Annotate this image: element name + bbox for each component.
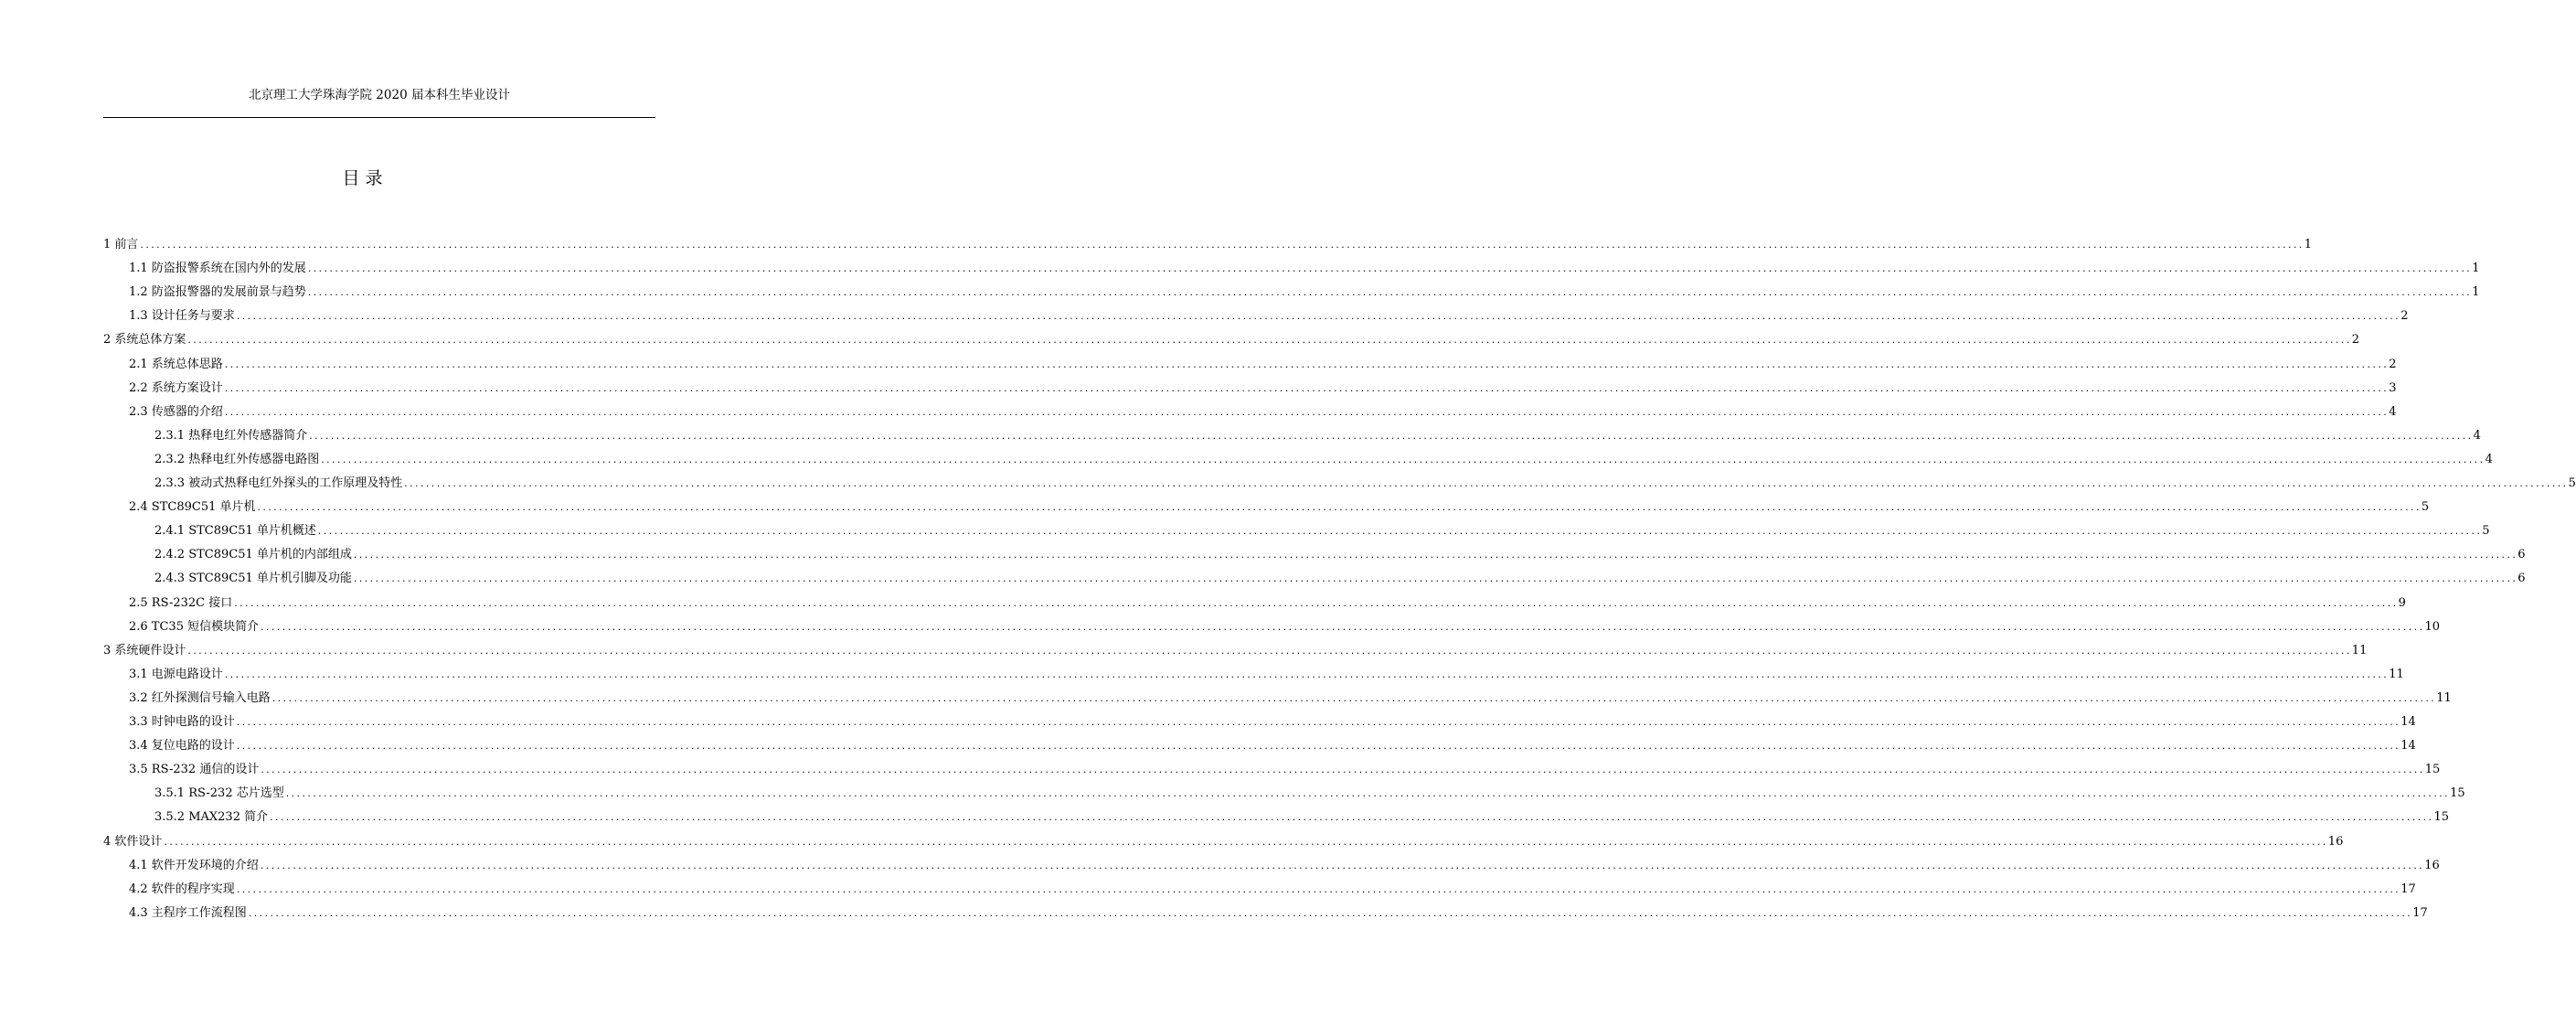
toc-entry-page: 3 (2389, 380, 2397, 395)
toc-entry-page: 14 (2400, 739, 2416, 753)
toc-entry-label: 2.5 RS-232C 接口 (129, 595, 233, 610)
toc-entry-page: 2 (2389, 357, 2397, 371)
toc-entry-label: 2.3.1 热释电红外传感器简介 (154, 428, 308, 443)
toc-entry-page: 5 (2421, 500, 2430, 515)
toc-entry-page: 1 (2472, 285, 2480, 300)
toc-dot-leader: ................................................................................................................................................................................................................................................................................................................................................................................................................ (284, 790, 2450, 800)
toc-entry-label: 3 系统硬件设计 (103, 643, 186, 657)
toc-dot-leader: ................................................................................................................................................................................................................................................................................................................................................................................................................ (223, 360, 2389, 370)
toc-entry-page: 15 (2450, 786, 2465, 801)
toc-dot-leader: ................................................................................................................................................................................................................................................................................................................................................................................................................ (271, 694, 2436, 704)
toc-dot-leader: ................................................................................................................................................................................................................................................................................................................................................................................................................ (235, 885, 2400, 895)
toc-entry-label: 4.2 软件的程序实现 (129, 882, 235, 896)
toc-entry (129, 592, 2406, 615)
toc-entry-label: 2.1 系统总体思路 (129, 357, 223, 371)
toc-entry-label: 3.4 复位电路的设计 (129, 739, 235, 753)
toc-dot-leader: ................................................................................................................................................................................................................................................................................................................................................................................................................ (352, 575, 2517, 585)
toc-entry-label: 3.3 时钟电路的设计 (129, 715, 235, 729)
toc-entry-page: 2 (2400, 309, 2409, 324)
toc-entry-page: 2 (2351, 333, 2360, 347)
toc-dot-leader: ................................................................................................................................................................................................................................................................................................................................................................................................................ (306, 265, 2472, 275)
toc-dot-leader: ................................................................................................................................................................................................................................................................................................................................................................................................................ (186, 647, 2351, 657)
toc-dot-leader: ................................................................................................................................................................................................................................................................................................................................................................................................................ (260, 623, 2424, 633)
toc-entry-page: 1 (2472, 262, 2480, 276)
toc-entry (129, 401, 2397, 424)
toc-entry-label: 1 前言 (103, 238, 139, 251)
toc-entry-label: 4.3 主程序工作流程图 (129, 905, 247, 920)
toc-entry (129, 615, 2441, 639)
toc-entry-label: 1.3 设计任务与要求 (129, 309, 235, 324)
header-rule (103, 117, 655, 118)
toc-dot-leader: ................................................................................................................................................................................................................................................................................................................................................................................................................ (403, 480, 2568, 489)
toc-entry (154, 519, 2490, 543)
toc-entry-label: 2.3 传感器的介绍 (129, 404, 223, 419)
toc-dot-leader: ................................................................................................................................................................................................................................................................................................................................................................................................................ (223, 408, 2389, 418)
toc-entry-page: 9 (2398, 595, 2406, 610)
toc-entry-page: 11 (2436, 690, 2452, 705)
toc-entry-page: 15 (2433, 810, 2450, 825)
toc-entry-label: 2.4.1 STC89C51 单片机概述 (154, 524, 316, 539)
toc-entry (154, 424, 2481, 448)
toc-entry (129, 711, 2416, 734)
toc-dot-leader: ................................................................................................................................................................................................................................................................................................................................................................................................................ (163, 838, 2327, 848)
toc-entry-label: 3.5.1 RS-232 芯片选型 (154, 786, 284, 801)
toc-dot-leader: ................................................................................................................................................................................................................................................................................................................................................................................................................ (186, 337, 2351, 347)
toc-entry (129, 281, 2480, 305)
toc-entry-page: 4 (2473, 428, 2481, 443)
toc-dot-leader: ................................................................................................................................................................................................................................................................................................................................................................................................................ (223, 670, 2389, 680)
toc-entry-page: 11 (2389, 667, 2404, 681)
toc-entry (154, 472, 2576, 496)
toc-entry (103, 233, 2313, 257)
toc-entry (129, 305, 2409, 328)
toc-entry (129, 377, 2397, 401)
toc-entry-page: 16 (2424, 858, 2440, 872)
toc-entry-page: 4 (2389, 404, 2397, 419)
toc-entry-label: 2 系统总体方案 (103, 333, 186, 347)
toc-dot-leader: ................................................................................................................................................................................................................................................................................................................................................................................................................ (256, 504, 2421, 514)
toc-entry-page: 17 (2412, 905, 2428, 920)
toc-entry-label: 3.1 电源电路设计 (129, 667, 223, 681)
toc-entry-label: 2.4.3 STC89C51 单片机引脚及功能 (154, 572, 352, 586)
toc-dot-leader: ................................................................................................................................................................................................................................................................................................................................................................................................................ (235, 719, 2400, 728)
toc-entry (103, 328, 2360, 352)
toc-entry-label: 2.3.2 热释电红外传感器电路图 (154, 452, 320, 466)
toc-entry-label: 4 软件设计 (103, 834, 163, 849)
toc-entry-page: 10 (2424, 619, 2441, 634)
toc-entry-page: 6 (2517, 548, 2526, 562)
toc-entry (154, 806, 2450, 829)
toc-entry-label: 3.5.2 MAX232 简介 (154, 810, 269, 825)
toc-entry-page: 16 (2327, 834, 2344, 849)
toc-entry-page: 15 (2424, 763, 2441, 777)
toc-entry-page: 5 (2482, 524, 2490, 539)
toc-entry (103, 830, 2344, 854)
toc-entry (129, 257, 2480, 281)
toc-entry-page: 17 (2400, 882, 2416, 896)
toc-entry-page: 11 (2351, 643, 2368, 657)
toc-entry (154, 782, 2465, 806)
toc-dot-leader: ................................................................................................................................................................................................................................................................................................................................................................................................................ (316, 528, 2482, 538)
toc-entry-page: 1 (2304, 238, 2313, 251)
toc-dot-leader: ................................................................................................................................................................................................................................................................................................................................................................................................................ (260, 766, 2424, 776)
toc-dot-leader: ................................................................................................................................................................................................................................................................................................................................................................................................................ (306, 289, 2472, 299)
toc-entry-page: 4 (2485, 452, 2493, 466)
toc-entry-page: 6 (2517, 572, 2526, 586)
toc-entry-label: 2.4 STC89C51 单片机 (129, 500, 256, 515)
toc-dot-leader: ................................................................................................................................................................................................................................................................................................................................................................................................................ (247, 909, 2412, 919)
toc-dot-leader: ................................................................................................................................................................................................................................................................................................................................................................................................................ (308, 432, 2473, 442)
toc-entry (129, 687, 2452, 711)
toc-entry (129, 353, 2397, 377)
toc-entry (154, 448, 2493, 472)
toc-entry-label: 1.2 防盗报警器的发展前景与趋势 (129, 285, 306, 300)
toc-entry (129, 902, 2428, 925)
toc-dot-leader: ................................................................................................................................................................................................................................................................................................................................................................................................................ (235, 743, 2400, 753)
toc-entry (129, 758, 2441, 782)
toc-title: 目 录 (342, 168, 383, 188)
toc-entry (129, 663, 2404, 687)
toc-entry-label: 2.2 系统方案设计 (129, 380, 223, 395)
toc-dot-leader: ................................................................................................................................................................................................................................................................................................................................................................................................................ (235, 313, 2400, 323)
toc-dot-leader: ................................................................................................................................................................................................................................................................................................................................................................................................................ (269, 814, 2433, 824)
toc-dot-leader: ................................................................................................................................................................................................................................................................................................................................................................................................................ (259, 861, 2424, 871)
toc-dot-leader: ................................................................................................................................................................................................................................................................................................................................................................................................................ (352, 551, 2517, 561)
toc-entry (103, 639, 2368, 663)
toc-dot-leader: ................................................................................................................................................................................................................................................................................................................................................................................................................ (139, 241, 2304, 251)
toc-entry (154, 543, 2526, 567)
page-header: 北京理工大学珠海学院 2020 届本科生毕业设计 (249, 88, 510, 102)
toc-entry (129, 496, 2430, 519)
toc-entry-label: 1.1 防盗报警系统在国内外的发展 (129, 262, 306, 276)
toc-entry-label: 3.2 红外探测信号输入电路 (129, 690, 271, 705)
toc-entry (129, 734, 2416, 758)
toc-entry-label: 2.4.2 STC89C51 单片机的内部组成 (154, 548, 352, 562)
toc-dot-leader: ................................................................................................................................................................................................................................................................................................................................................................................................................ (223, 384, 2389, 394)
toc-entry-page: 14 (2400, 715, 2416, 729)
toc-entry (129, 878, 2416, 902)
toc-dot-leader: ................................................................................................................................................................................................................................................................................................................................................................................................................ (233, 599, 2398, 609)
toc-entry-label: 2.3.3 被动式热释电红外探头的工作原理及特性 (154, 476, 403, 490)
toc-entry-label: 4.1 软件开发环境的介绍 (129, 858, 259, 872)
toc-entry-label: 3.5 RS-232 通信的设计 (129, 763, 260, 777)
toc-entry-label: 2.6 TC35 短信模块简介 (129, 619, 260, 634)
toc-entry (154, 567, 2526, 591)
toc-entry (129, 854, 2440, 878)
toc-dot-leader: ................................................................................................................................................................................................................................................................................................................................................................................................................ (320, 455, 2485, 465)
toc-entry-page: 5 (2568, 476, 2576, 490)
